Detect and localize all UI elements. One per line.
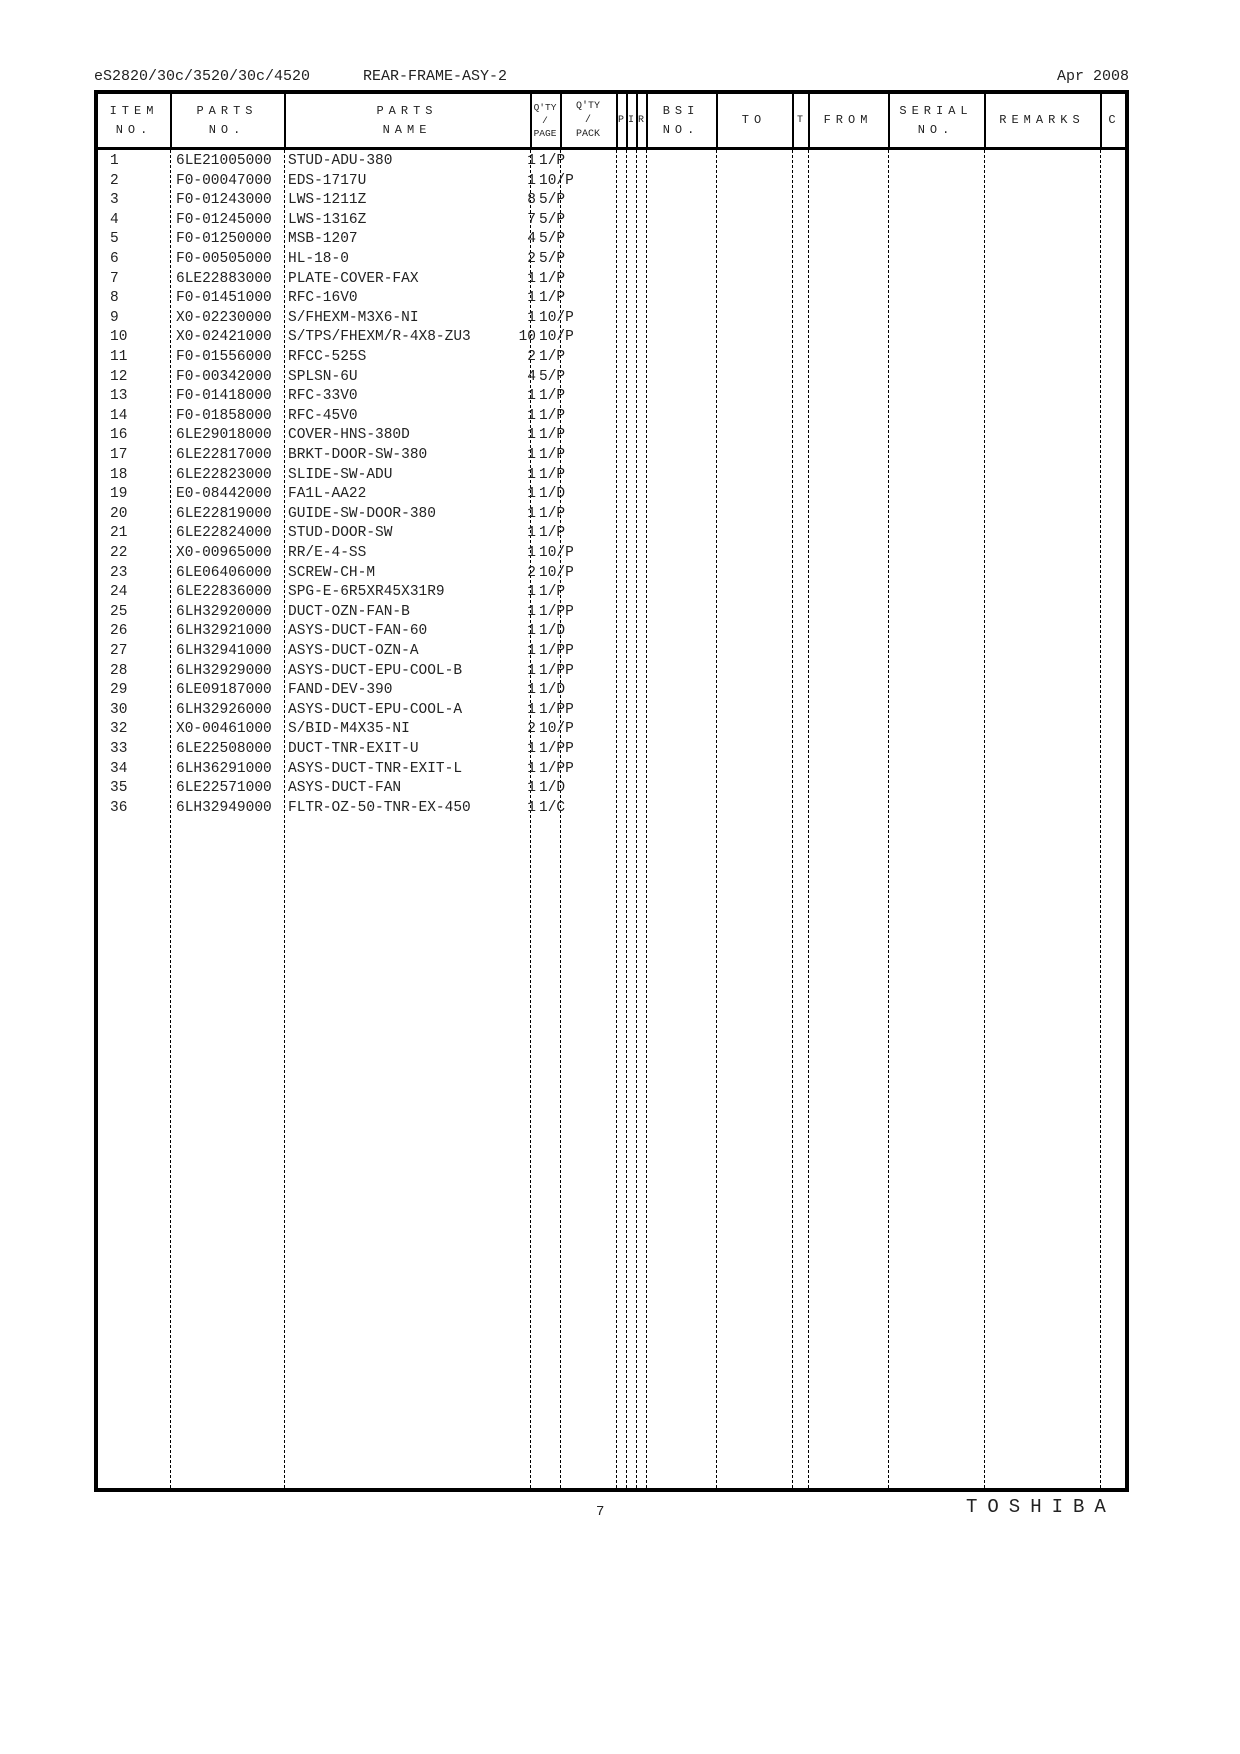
part-name: EDS-1717U	[288, 172, 367, 189]
item-number: 35	[110, 780, 128, 797]
qty-per-pack: 1/P	[539, 407, 566, 424]
part-number: X0-02230000	[176, 309, 272, 326]
part-number: 6LH32941000	[176, 643, 272, 659]
item-number: 25	[110, 603, 128, 620]
part-name: RFC-45V0	[288, 407, 358, 424]
part-name: ASYS-DUCT-FAN-60	[288, 623, 428, 640]
qty-per-page: 1	[527, 662, 536, 679]
header-i: I	[627, 114, 634, 126]
part-number: 6LH32921000	[176, 623, 272, 640]
qty-per-pack: 10/P	[539, 329, 574, 346]
header-qty-page: Q'TY / PAGE	[533, 102, 557, 139]
part-number: F0-01451000	[176, 290, 272, 307]
qty-per-pack: 1/P	[539, 505, 566, 522]
qty-per-page: 8	[527, 192, 536, 209]
part-number: F0-01418000	[176, 388, 272, 405]
item-number: 8	[110, 290, 119, 307]
qty-per-page: 1	[527, 545, 536, 561]
qty-per-page: 1	[527, 153, 536, 169]
item-number: 20	[110, 505, 128, 522]
qty-per-page: 1	[527, 701, 536, 718]
qty-per-page: 1	[527, 290, 536, 307]
header-r: R	[637, 114, 644, 126]
part-number: 6LH32929000	[176, 662, 272, 679]
item-number: 32	[110, 721, 128, 738]
qty-per-pack: 1/PP	[539, 643, 574, 659]
part-name: RR/E-4-SS	[288, 545, 367, 561]
item-number: 13	[110, 388, 128, 405]
qty-per-pack: 10/P	[539, 545, 574, 561]
qty-per-pack: 5/P	[539, 211, 566, 228]
item-number: 14	[110, 407, 128, 424]
part-number: F0-01245000	[176, 211, 272, 228]
header-remarks: REMARKS	[999, 113, 1085, 127]
qty-per-pack: 1/D	[539, 623, 566, 640]
part-name: LWS-1211Z	[288, 192, 367, 209]
qty-per-pack: 1/P	[539, 270, 566, 287]
qty-per-pack: 5/P	[539, 368, 566, 385]
header-parts-name: PARTS NAME	[376, 103, 438, 137]
part-name: ASYS-DUCT-FAN	[288, 780, 402, 797]
qty-per-pack: 1/P	[539, 584, 566, 601]
qty-per-pack: 1/D	[539, 780, 566, 797]
qty-per-pack: 1/PP	[539, 603, 574, 620]
item-number: 21	[110, 525, 128, 542]
qty-per-page: 1	[527, 388, 536, 405]
header-from: FROM	[823, 113, 873, 127]
part-number: 6LH32920000	[176, 603, 272, 620]
item-number: 29	[110, 682, 128, 699]
header-divider	[98, 147, 1125, 150]
item-number: 23	[110, 564, 128, 581]
part-number: X0-00461000	[176, 721, 272, 738]
qty-per-pack: 1/PP	[539, 701, 574, 718]
qty-per-page: 1	[527, 505, 536, 522]
header-bsi-no: BSI NO.	[662, 103, 700, 137]
qty-per-pack: 1/PP	[539, 760, 574, 777]
qty-per-pack: 10/P	[539, 172, 574, 189]
qty-per-page: 1	[527, 427, 536, 444]
part-number: 6LE09187000	[176, 682, 272, 699]
item-number: 34	[110, 760, 128, 777]
item-number: 36	[110, 799, 128, 816]
item-number: 1	[110, 153, 119, 169]
qty-per-page: 1	[527, 309, 536, 326]
part-name: RFC-33V0	[288, 388, 358, 405]
part-number: 6LE06406000	[176, 564, 272, 581]
part-name: S/FHEXM-M3X6-NI	[288, 309, 419, 326]
item-number: 10	[110, 329, 128, 346]
item-number: 26	[110, 623, 128, 640]
qty-per-page: 1	[527, 799, 536, 816]
item-number: 28	[110, 662, 128, 679]
qty-per-pack: 1/PP	[539, 741, 574, 757]
part-name: DUCT-OZN-FAN-B	[288, 603, 410, 620]
part-name: BRKT-DOOR-SW-380	[288, 447, 428, 463]
qty-per-page: 7	[527, 211, 536, 228]
qty-per-page: 1	[527, 603, 536, 620]
part-name: S/BID-M4X35-NI	[288, 721, 410, 738]
qty-per-page: 1	[527, 466, 536, 483]
part-name: SCREW-CH-M	[288, 564, 376, 581]
part-number: X0-00965000	[176, 545, 272, 561]
part-number: F0-00047000	[176, 172, 272, 189]
qty-per-page: 1	[527, 486, 536, 503]
part-name: RFCC-525S	[288, 349, 367, 365]
page-number: 7	[596, 1504, 605, 1520]
part-number: 6LE22823000	[176, 466, 272, 483]
qty-per-pack: 10/P	[539, 721, 574, 738]
item-number: 27	[110, 643, 128, 659]
qty-per-page: 2	[527, 564, 536, 581]
item-number: 18	[110, 466, 128, 483]
item-number: 19	[110, 486, 128, 503]
part-name: DUCT-TNR-EXIT-U	[288, 741, 419, 757]
header-qty-pack: Q'TY / PACK	[575, 100, 600, 140]
part-name: RFC-16V0	[288, 290, 358, 307]
part-number: 6LH32926000	[176, 701, 272, 718]
part-number: X0-02421000	[176, 329, 272, 346]
item-number: 16	[110, 427, 128, 444]
part-name: GUIDE-SW-DOOR-380	[288, 505, 436, 522]
qty-per-page: 1	[527, 172, 536, 189]
qty-per-pack: 1/P	[539, 525, 566, 542]
part-name: COVER-HNS-380D	[288, 427, 410, 444]
item-number: 6	[110, 251, 119, 267]
part-number: 6LE22824000	[176, 525, 272, 542]
item-number: 17	[110, 447, 128, 463]
qty-per-pack: 1/P	[539, 427, 566, 444]
part-number: E0-08442000	[176, 486, 272, 503]
qty-per-page: 1	[527, 682, 536, 699]
part-number: F0-01556000	[176, 349, 272, 365]
qty-per-pack: 1/D	[539, 682, 566, 699]
qty-per-pack: 5/P	[539, 231, 566, 248]
qty-per-pack: 1/P	[539, 290, 566, 307]
part-name: HL-18-0	[288, 251, 349, 267]
item-number: 22	[110, 545, 128, 561]
qty-per-pack: 1/P	[539, 349, 566, 365]
qty-per-pack: 1/P	[539, 153, 566, 169]
part-name: STUD-DOOR-SW	[288, 525, 393, 542]
part-number: 6LH32949000	[176, 799, 272, 816]
qty-per-page: 1	[527, 643, 536, 659]
item-number: 30	[110, 701, 128, 718]
part-name: ASYS-DUCT-EPU-COOL-B	[288, 662, 463, 679]
part-number: 6LE22883000	[176, 270, 272, 287]
model-label: eS2820/30c/3520/30c/4520	[94, 68, 311, 85]
qty-per-pack: 1/PP	[539, 662, 574, 679]
qty-per-page: 2	[527, 349, 536, 365]
header-to: TO	[741, 113, 767, 127]
item-number: 24	[110, 584, 128, 601]
item-number: 3	[110, 192, 119, 209]
part-number: 6LE22836000	[176, 584, 272, 601]
qty-per-page: 4	[527, 231, 536, 248]
qty-per-pack: 1/P	[539, 447, 566, 463]
item-number: 5	[110, 231, 119, 248]
part-number: F0-01250000	[176, 231, 272, 248]
header-t: T	[796, 114, 803, 126]
part-name: FA1L-AA22	[288, 486, 367, 503]
qty-per-page: 1	[527, 741, 536, 757]
item-number: 2	[110, 172, 119, 189]
part-number: F0-00505000	[176, 251, 272, 267]
part-name: SLIDE-SW-ADU	[288, 466, 393, 483]
header-item-no: ITEM NO.	[109, 103, 159, 137]
part-name: PLATE-COVER-FAX	[288, 270, 419, 287]
part-number: 6LE22817000	[176, 447, 272, 463]
qty-per-page: 2	[527, 721, 536, 738]
part-name: FAND-DEV-390	[288, 682, 393, 699]
part-name: LWS-1316Z	[288, 211, 367, 228]
part-name: MSB-1207	[288, 231, 358, 248]
qty-per-pack: 1/C	[539, 799, 566, 816]
part-name: S/TPS/FHEXM/R-4X8-ZU3	[288, 329, 471, 346]
qty-per-page: 1	[527, 584, 536, 601]
qty-per-page: 1	[527, 623, 536, 640]
qty-per-pack: 10/P	[539, 309, 574, 326]
part-number: F0-00342000	[176, 368, 272, 385]
item-number: 7	[110, 270, 119, 287]
item-number: 33	[110, 741, 128, 757]
part-name: SPG-E-6R5XR45X31R9	[288, 584, 445, 601]
header-p: P	[617, 114, 624, 126]
part-number: F0-01243000	[176, 192, 272, 209]
part-name: ASYS-DUCT-OZN-A	[288, 643, 419, 659]
part-name: FLTR-OZ-50-TNR-EX-450	[288, 799, 471, 816]
item-number: 9	[110, 309, 119, 326]
qty-per-pack: 5/P	[539, 251, 566, 267]
part-number: 6LH36291000	[176, 760, 272, 777]
qty-per-pack: 1/P	[539, 466, 566, 483]
qty-per-pack: 10/P	[539, 564, 574, 581]
qty-per-page: 4	[527, 368, 536, 385]
qty-per-pack: 1/P	[539, 388, 566, 405]
item-number: 11	[110, 349, 128, 365]
part-number: 6LE22571000	[176, 780, 272, 797]
qty-per-page: 1	[527, 760, 536, 777]
qty-per-page: 1	[527, 270, 536, 287]
part-number: 6LE29018000	[176, 427, 272, 444]
header-c: C	[1108, 113, 1121, 127]
part-name: ASYS-DUCT-TNR-EXIT-L	[288, 760, 463, 777]
part-number: F0-01858000	[176, 407, 272, 424]
part-name: STUD-ADU-380	[288, 153, 393, 169]
qty-per-page: 1	[527, 525, 536, 542]
qty-per-pack: 5/P	[539, 192, 566, 209]
part-number: 6LE22508000	[176, 741, 272, 757]
part-number: 6LE21005000	[176, 153, 272, 169]
item-number: 4	[110, 211, 119, 228]
part-number: 6LE22819000	[176, 505, 272, 522]
qty-per-pack: 1/D	[539, 486, 566, 503]
date-label: Apr 2008	[1056, 68, 1129, 85]
qty-per-page: 1	[527, 407, 536, 424]
qty-per-page: 1	[527, 447, 536, 463]
qty-per-page: 2	[527, 251, 536, 267]
qty-per-page: 1	[527, 780, 536, 797]
header-serial-no: SERIAL NO.	[899, 103, 973, 137]
qty-per-page: 10	[518, 329, 536, 346]
item-number: 12	[110, 368, 128, 385]
part-name: ASYS-DUCT-EPU-COOL-A	[288, 701, 463, 718]
part-name: SPLSN-6U	[288, 368, 358, 385]
parts-table	[94, 90, 1129, 1492]
assembly-label: REAR-FRAME-ASY-2	[363, 68, 508, 85]
brand-logo: TOSHIBA	[966, 1496, 1116, 1518]
header-parts-no: PARTS NO.	[196, 103, 258, 137]
